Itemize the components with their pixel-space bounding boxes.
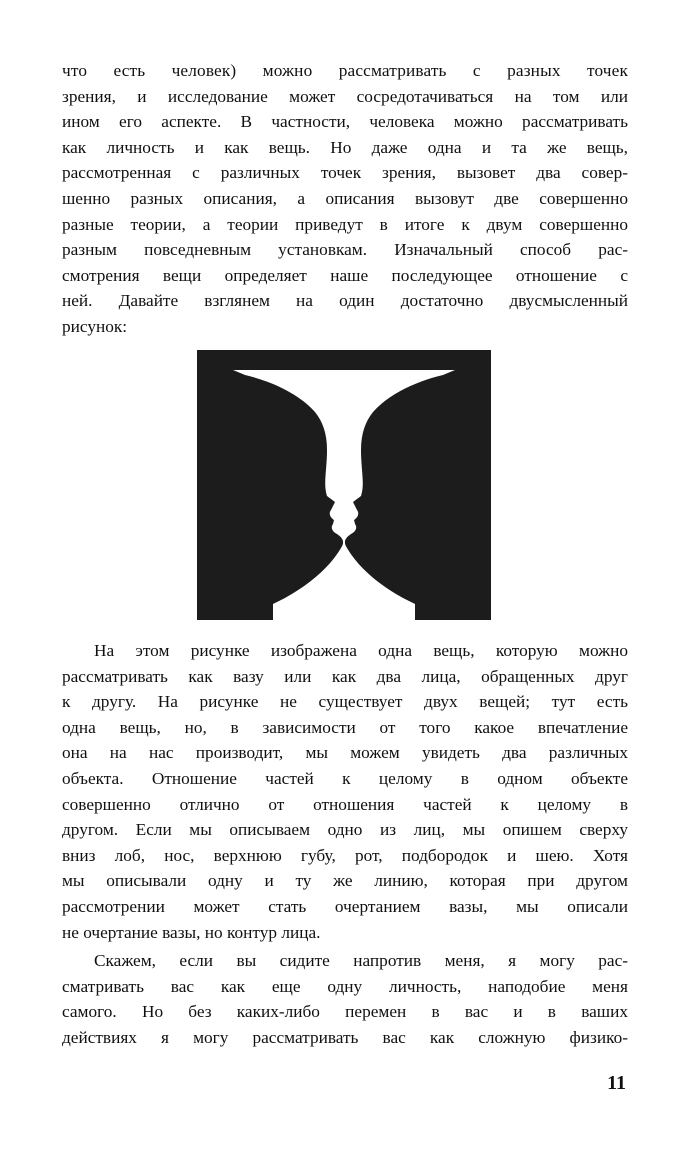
paragraph-1 [62, 58, 628, 340]
text-line: действиях я могу рассматривать вас как сложную физико- [62, 1027, 628, 1047]
text-line: На этом рисунке изображена одна вещь, которую можно [94, 641, 628, 660]
paragraph-3 [62, 948, 628, 1050]
text-line: к другу. На рисунке не существует двух вещей; тут есть [62, 692, 628, 712]
page-number: 11 [607, 1072, 626, 1094]
text-line: объекта. Отношение частей к целому в одном объекте [62, 768, 628, 788]
text-line: ином его аспекте. В частности, человека можно рассматривать [62, 112, 628, 132]
text-line: разным повседневным установкам. Изначальный способ рас- [62, 240, 628, 260]
text-line: рассмотренная с различных точек зрения, вызовет два совер- [62, 163, 628, 183]
text-line: разные теории, а теории приведут в итоге к двум совершенно [62, 214, 628, 234]
text-line: самого. Но без каких-либо перемен в вас и в ваших [62, 1002, 628, 1022]
text-line: рассмотрении может стать очертанием вазы, мы описали [62, 896, 628, 916]
rubin-vase-figure [197, 350, 491, 620]
text-line: сматривать вас как еще одну личность, наподобие меня [62, 976, 628, 996]
text-line: Скажем, если вы сидите напротив меня, я могу рас- [94, 951, 628, 970]
text-line: другом. Если мы описываем одно из лиц, мы опишем сверху [62, 820, 628, 840]
text-line: шенно разных описания, а описания вызовут две совершенно [62, 188, 628, 208]
text-line: рисунок: [62, 316, 128, 336]
paragraph-2 [62, 638, 628, 945]
text-line: зрения, и исследование может сосредотачиваться на том или [62, 86, 628, 106]
text-line: одна вещь, но, в зависимости от того какое впечатление [62, 717, 628, 737]
text-line: рассматривать как вазу или как два лица, обращенных друг [62, 666, 628, 686]
text-line: совершенно отлично от отношения частей к целому в [62, 794, 628, 814]
text-line: мы описывали одну и ту же линию, которая при другом [62, 871, 628, 891]
text-line: ней. Давайте взглянем на один достаточно двусмысленный [62, 291, 628, 311]
text-line: что есть человек) можно рассматривать с разных точек [62, 61, 628, 80]
vase-faces-illustration [197, 350, 491, 620]
text-line: смотрения вещи определяет наше последующее отношение с [62, 265, 628, 285]
text-line: как личность и как вещь. Но даже одна и та же вещь, [62, 137, 628, 157]
text-line: она на нас производит, мы можем увидеть два различных [62, 743, 628, 763]
text-line: вниз лоб, нос, верхнюю губу, рот, подбородок и шею. Хотя [62, 845, 628, 865]
text-line: не очертание вазы, но контур лица. [62, 922, 321, 942]
